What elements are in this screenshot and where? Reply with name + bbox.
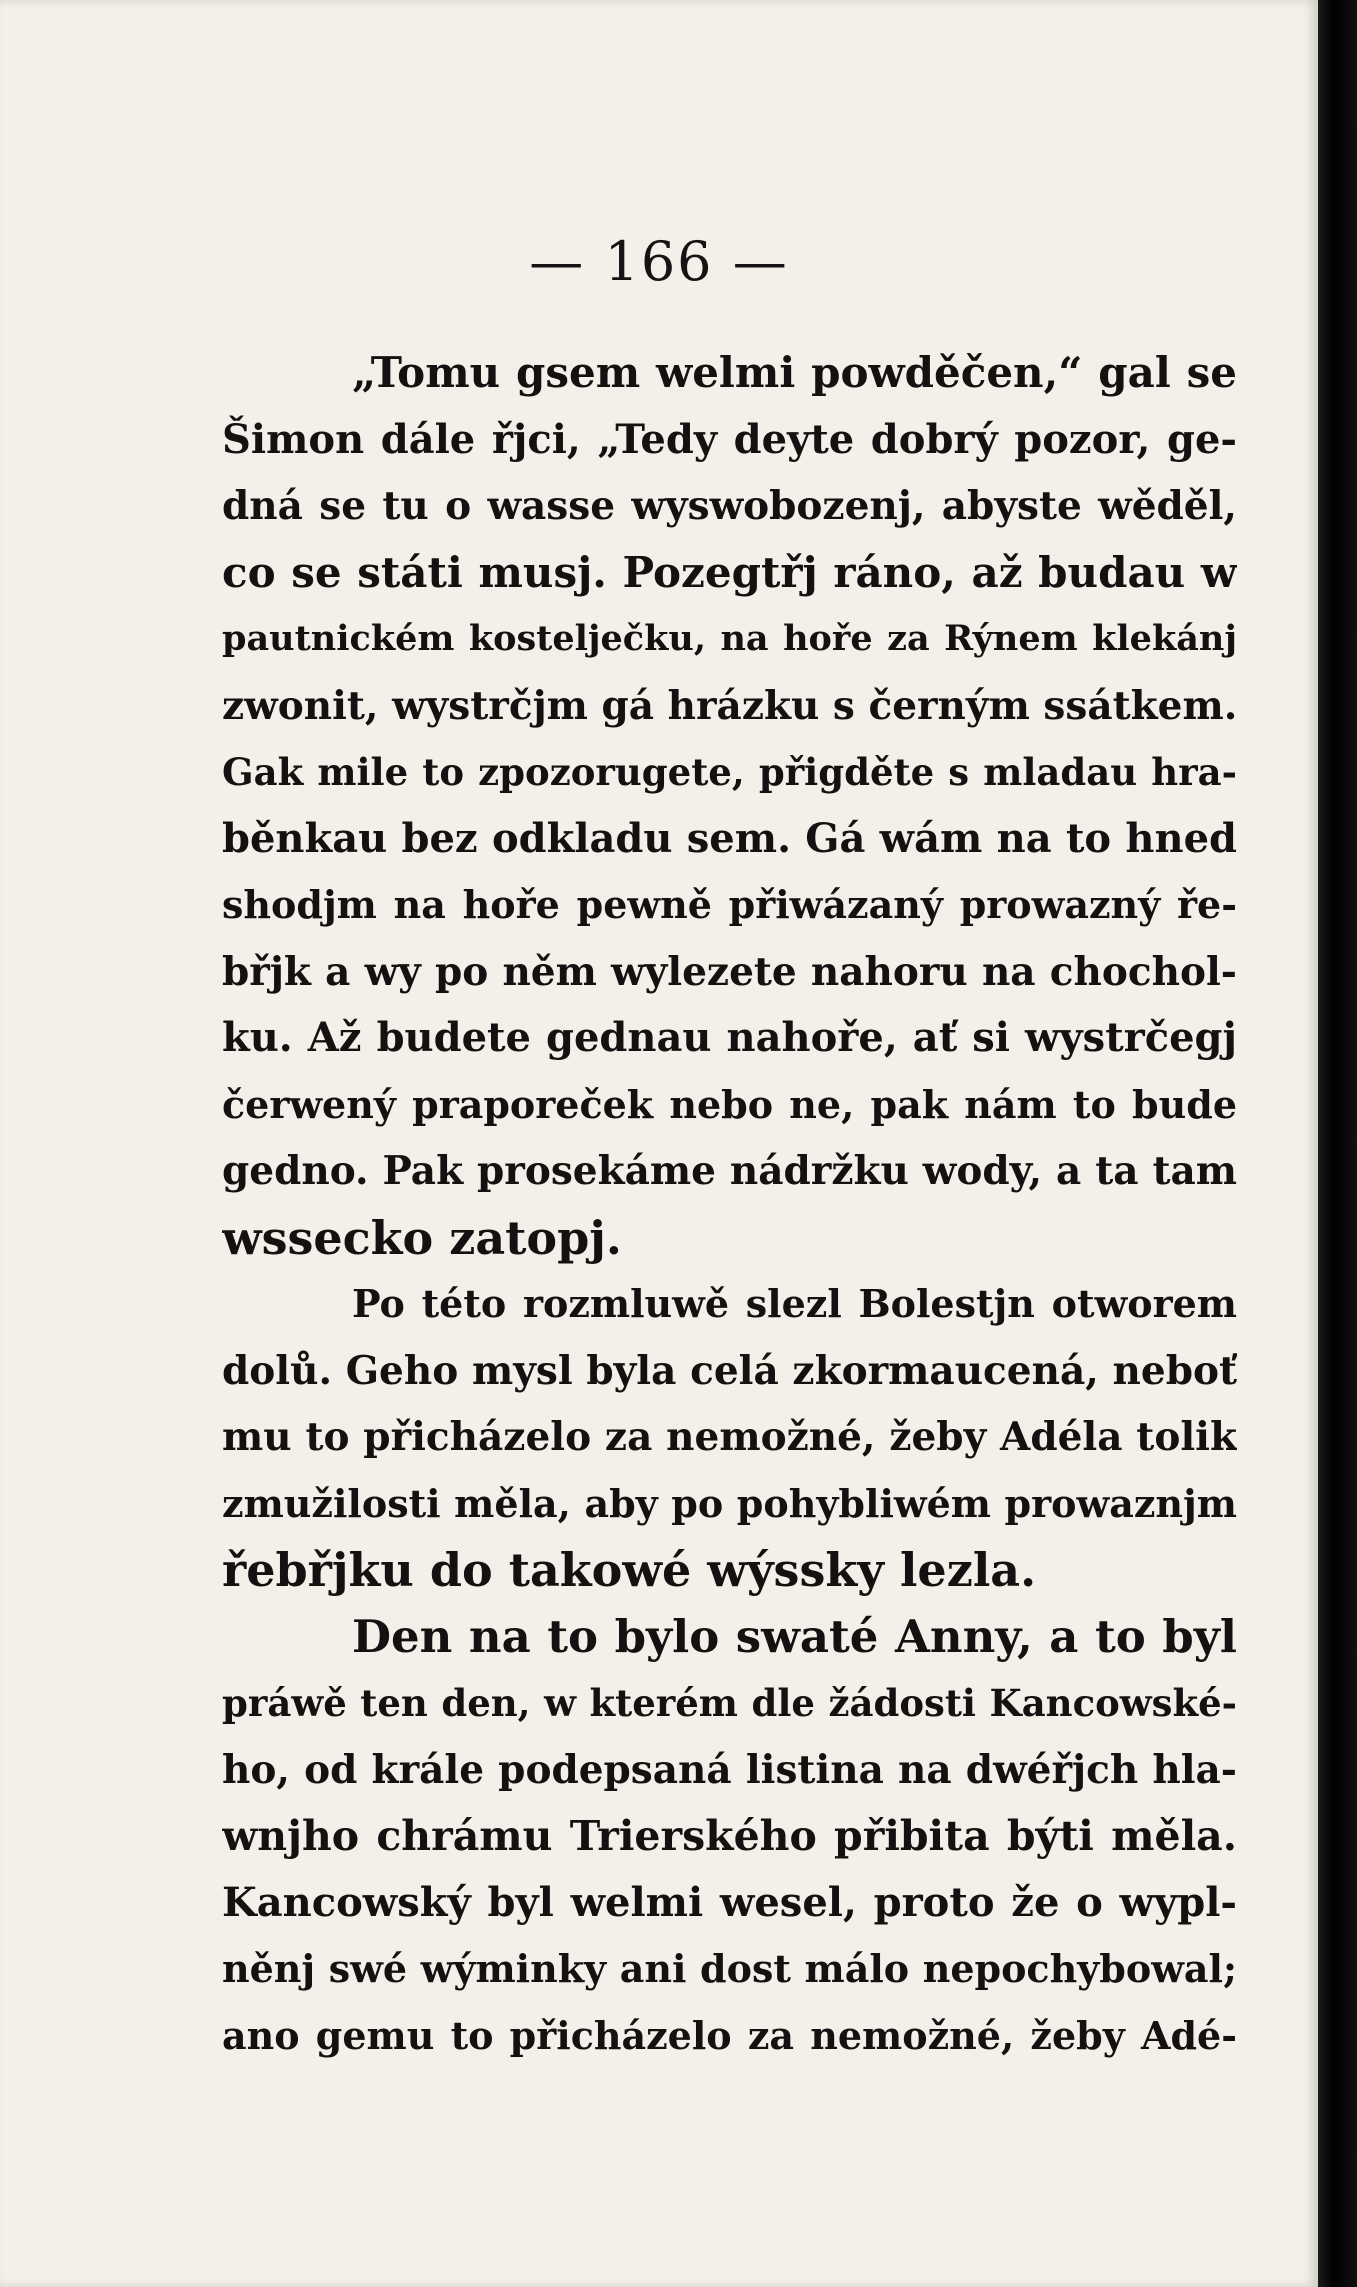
text-line: pautnickém kostelječku, na hoře za Rýnem klekánj <box>222 618 1237 659</box>
text-line: Po této rozmluwě slezl Bolestjn otworem <box>352 1281 1237 1326</box>
text-line: co se státi musj. Pozegtřj ráno, až budau w <box>222 547 1237 597</box>
text-line: wssecko zatopj. <box>222 1210 622 1265</box>
text-line: řebřjku do takowé wýssky lezla. <box>222 1543 1037 1597</box>
text-line: práwě ten den, w kterém dle žádosti Kancowské- <box>222 1681 1237 1725</box>
text-line: Den na to bylo swaté Anny, a to byl <box>352 1609 1237 1663</box>
body-text <box>222 340 1237 2069</box>
text-line: Kancowský byl welmi wesel, proto že o wypl- <box>222 1878 1237 1926</box>
text-line: wnjho chrámu Trierského přibita býti měla. <box>222 1812 1237 1860</box>
text-line: břjk a wy po něm wylezete nahoru na chochol- <box>222 948 1237 995</box>
text-line: „Tomu gsem welmi powděčen,“ gal se <box>352 348 1237 397</box>
text-line: čerwený praporeček nebo ne, pak nám to bude <box>222 1081 1237 1127</box>
text-line: něnj swé wýminky ani dost málo nepochybowal; <box>222 1946 1237 1991</box>
text-line: gedno. Pak prosekáme nádržku wody, a ta tam <box>222 1148 1237 1194</box>
text-line: Šimon dále řjci, „Tedy deyte dobrý pozor, ge- <box>222 415 1237 463</box>
text-line: ho, od krále podepsaná listina na dwéřjch hla- <box>222 1746 1237 1793</box>
scan-dark-edge <box>1318 0 1357 2287</box>
page-number: — 166 — <box>529 230 789 293</box>
text-line: zwonit, wystrčjm gá hrázku s černým ssátkem. <box>222 682 1237 729</box>
text-line: ku. Až budete gednau nahoře, ať si wystrčegj <box>222 1014 1237 1061</box>
text-line: dná se tu o wasse wyswobozenj, abyste wěděl, <box>222 483 1237 529</box>
text-line: běnkau bez odkladu sem. Gá wám na to hned <box>222 814 1237 862</box>
text-line: shodjm na hoře pewně přiwázaný prowazný ře- <box>222 882 1237 927</box>
text-line: dolů. Geho mysl byla celá zkormaucená, neboť <box>222 1347 1237 1394</box>
text-line: ano gemu to přicházelo za nemožné, žeby Adé- <box>222 2012 1237 2058</box>
text-line: mu to přicházelo za nemožné, žeby Adéla tolik <box>222 1414 1237 1460</box>
text-line: Gak mile to zpozorugete, přigděte s mladau hra- <box>222 750 1237 794</box>
text-line: zmužilosti měla, aby po pohybliwém prowaznjm <box>222 1480 1237 1526</box>
